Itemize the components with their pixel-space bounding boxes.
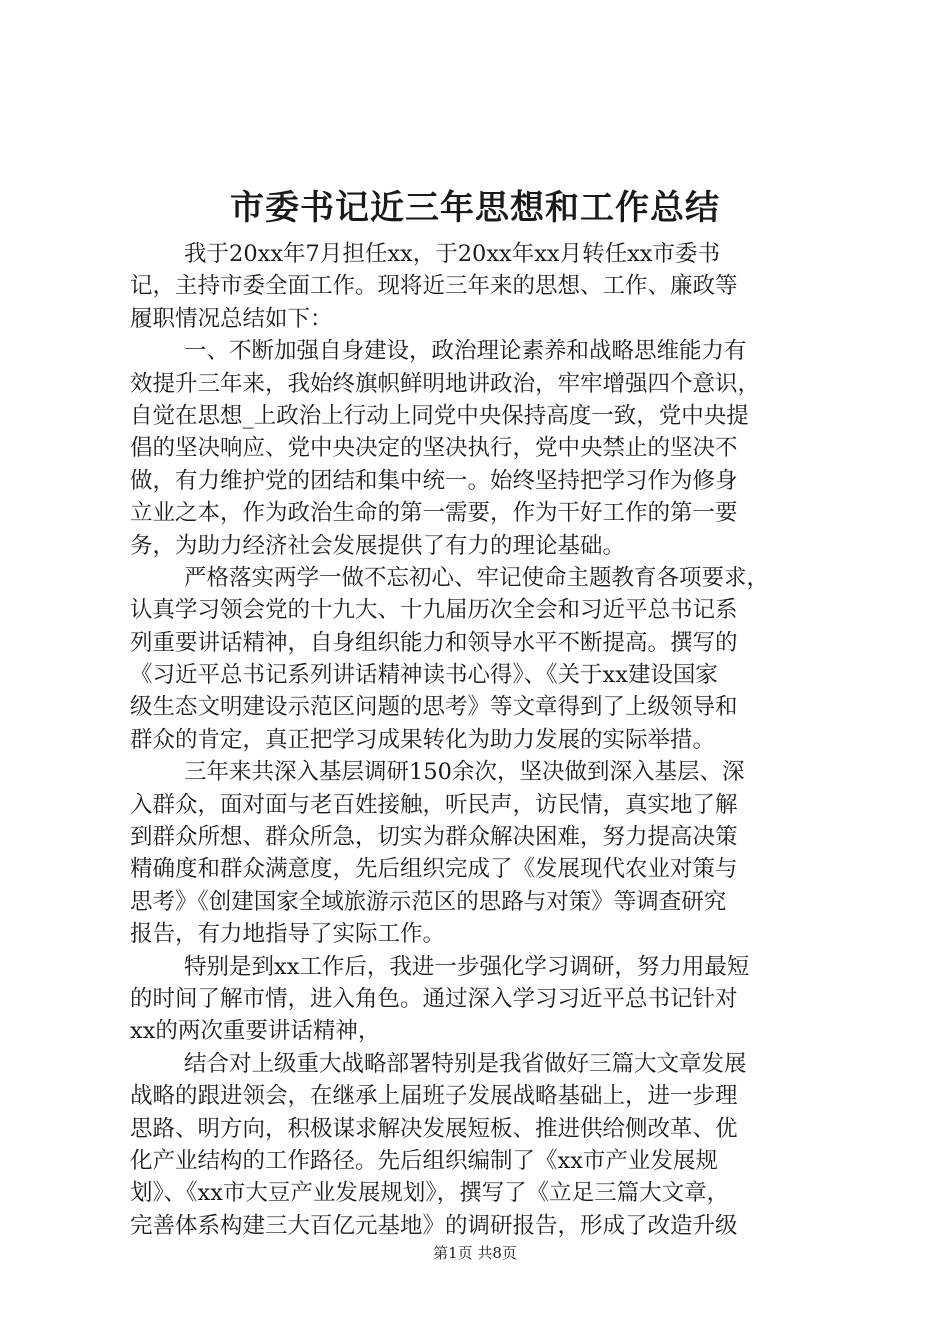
- text-line: 倡的坚决响应、党中央决定的坚决执行，党中央禁止的坚决不: [130, 435, 738, 462]
- text-line: 效提升三年来，我始终旗帜鲜明地讲政治，牢牢增强四个意识，: [130, 370, 761, 397]
- text-line: 自觉在思想_上政治上行动上同党中央保持高度一致，党中央提: [130, 402, 749, 429]
- page-footer: 第1页 共8页: [433, 1244, 517, 1262]
- text-line: 精确度和群众满意度，先后组织完成了《发展现代农业对策与: [130, 856, 738, 883]
- text-line: 化产业结构的工作路径。先后组织编制了《xx市产业发展规: [130, 1147, 718, 1174]
- text-line: 入群众，面对面与老百姓接触，听民声，访民情，真实地了解: [130, 791, 738, 818]
- text-line: 划》、《xx市大豆产业发展规划》，撰写了《立足三篇大文章，: [130, 1180, 730, 1207]
- text-line: 我于20xx年7月担任xx，于20xx年xx月转任xx市委书: [184, 241, 720, 267]
- text-line: 《习近平总书记系列讲话精神读书心得》、《关于xx建设国家: [130, 662, 718, 689]
- text-line: 结合对上级重大战略部署特别是我省做好三篇大文章发展: [184, 1050, 747, 1077]
- document-body: [130, 238, 830, 1242]
- text-line: 列重要讲话精神，自身组织能力和领导水平不断提高。撰写的: [130, 629, 738, 656]
- text-line: 思考》《创建国家全域旅游示范区的思路与对策》等调查研究: [130, 888, 727, 915]
- text-line: 履职情况总结如下：: [130, 305, 333, 332]
- text-line: 战略的跟进领会，在继承上届班子发展战略基础上，进一步理: [130, 1083, 738, 1110]
- text-line: 报告，有力地指导了实际工作。: [130, 921, 446, 948]
- text-line: 认真学习领会党的十九大、十九届历次全会和习近平总书记系: [130, 597, 738, 624]
- document-title: 市委书记近三年思想和工作总结: [230, 188, 720, 228]
- text-line: 立业之本，作为政治生命的第一需要，作为干好工作的第一要: [130, 500, 738, 527]
- text-line: 到群众所想、群众所急，切实为群众解决困难，努力提高决策: [130, 824, 738, 851]
- text-line: 完善体系构建三大百亿元基地》的调研报告，形成了改造升级: [130, 1212, 738, 1239]
- text-line: 群众的肯定，真正把学习成果转化为助力发展的实际举措。: [130, 726, 716, 753]
- text-line: xx的两次重要讲话精神，: [130, 1018, 381, 1045]
- text-line: 三年来共深入基层调研150余次，坚决做到深入基层、深: [184, 759, 745, 786]
- text-line: 的时间了解市情，进入角色。通过深入学习习近平总书记针对: [130, 985, 738, 1012]
- text-line: 一、不断加强自身建设，政治理论素养和战略思维能力有: [184, 338, 747, 365]
- text-line: 务，为助力经济社会发展提供了有力的理论基础。: [130, 532, 626, 559]
- text-line: 做，有力维护党的团结和集中统一。始终坚持把学习作为修身: [130, 467, 738, 494]
- text-line: 特别是到xx工作后，我进一步强化学习调研，努力用最短: [184, 953, 750, 980]
- text-line: 记，主持市委全面工作。现将近三年来的思想、工作、廉政等: [130, 273, 738, 300]
- text-line: 思路、明方向，积极谋求解决发展短板、推进供给侧改革、优: [130, 1115, 738, 1142]
- text-line: 严格落实两学一做不忘初心、牢记使命主题教育各项要求，: [184, 564, 770, 591]
- text-line: 级生态文明建设示范区问题的思考》等文章得到了上级领导和: [130, 694, 738, 721]
